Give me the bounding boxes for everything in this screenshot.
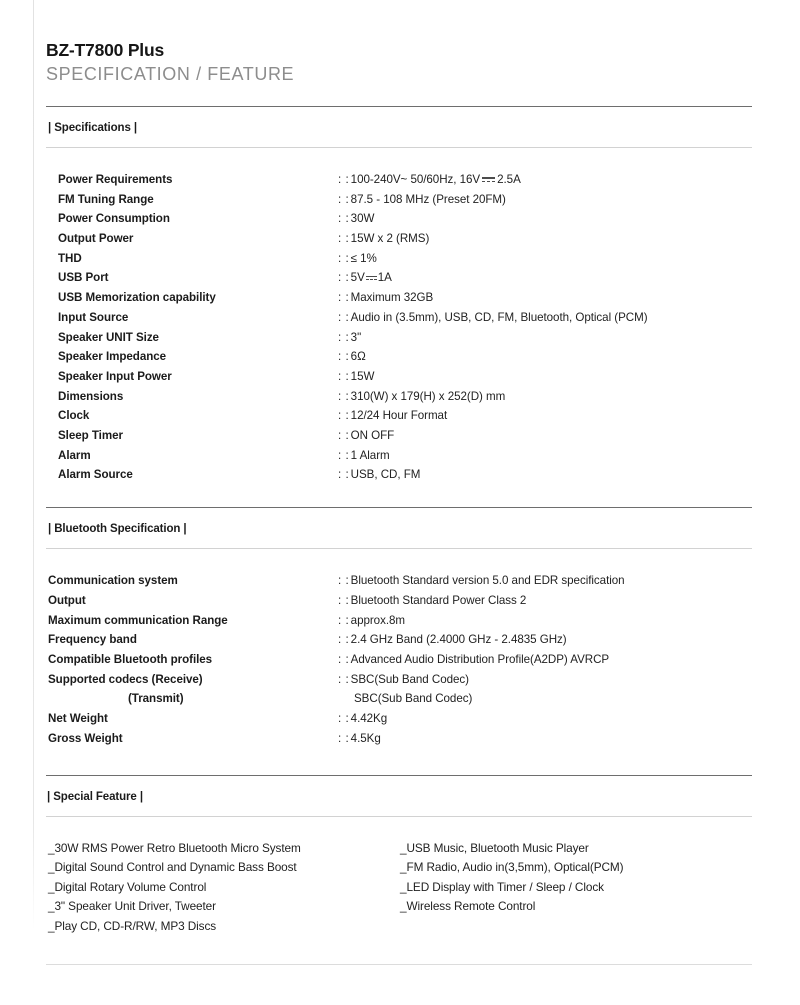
- spec-value: USB, CD, FM: [350, 468, 421, 482]
- spec-value: Maximum 32GB: [350, 291, 434, 305]
- spec-value: 3": [350, 330, 362, 344]
- page-title: BZ-T7800 Plus: [46, 40, 164, 60]
- spec-label: Gross Weight: [48, 731, 123, 745]
- special-feature-list: [46, 817, 752, 937]
- spec-value: Bluetooth Standard Power Class 2: [350, 593, 527, 607]
- spec-label: Speaker Input Power: [58, 369, 172, 383]
- table-row: [48, 689, 752, 709]
- spec-label: Input Source: [58, 310, 129, 324]
- spec-label: Clock: [58, 409, 90, 423]
- value-separator: : :: [338, 409, 350, 423]
- spacer: [46, 485, 752, 507]
- dc-power-icon: [482, 175, 495, 184]
- value-separator: : :: [338, 448, 350, 462]
- value-separator: : :: [338, 212, 350, 226]
- spec-label: Net Weight: [48, 712, 108, 726]
- spacer: [46, 749, 752, 775]
- value-separator: : :: [338, 653, 350, 666]
- table-row: [58, 268, 752, 288]
- bluetooth-table-wrapper: [46, 549, 752, 748]
- table-row: [58, 387, 752, 407]
- list-item: _LED Display with Timer / Sleep / Clock: [400, 879, 604, 894]
- spec-label: THD: [58, 251, 82, 265]
- spec-value: 87.5 - 108 MHz (Preset 20FM): [350, 192, 506, 206]
- list-item: _USB Music, Bluetooth Music Player: [400, 840, 589, 855]
- value-separator: : :: [338, 712, 350, 726]
- spacer: [46, 86, 752, 106]
- spec-value: Advanced Audio Distribution Profile(A2DP) AVRCP: [350, 653, 610, 666]
- spec-label: Dimensions: [58, 389, 124, 403]
- spec-value-cont: 2.5A: [497, 172, 521, 186]
- dc-power-icon: [366, 274, 377, 283]
- spec-value: 1 Alarm: [350, 448, 390, 462]
- spec-value: 12/24 Hour Format: [350, 409, 448, 423]
- value-separator: : :: [338, 291, 350, 305]
- value-separator: : :: [338, 633, 350, 647]
- bluetooth-table: [48, 571, 752, 748]
- document-footer-rule: [46, 964, 752, 965]
- table-row: [48, 571, 752, 591]
- section-header-bluetooth: [46, 508, 752, 548]
- spec-value: 100-240V~ 50/60Hz, 16V: [350, 172, 481, 186]
- list-item: _Wireless Remote Control: [400, 899, 536, 914]
- section-title-specifications: | Specifications |: [48, 121, 137, 134]
- value-separator: : :: [338, 672, 350, 686]
- value-separator: : :: [338, 731, 350, 745]
- left-gutter-line: [33, 0, 34, 930]
- spec-label: Alarm Source: [58, 468, 133, 482]
- document-header: [46, 0, 752, 86]
- spec-value: 6Ω: [350, 350, 366, 364]
- spec-label: USB Port: [58, 271, 109, 285]
- spec-label: Power Requirements: [58, 172, 173, 186]
- spec-label: Maximum communication Range: [48, 613, 228, 627]
- value-separator: : :: [338, 172, 350, 186]
- table-row: [58, 209, 752, 229]
- table-row: [48, 591, 752, 611]
- spec-value: 5V: [350, 271, 365, 285]
- spec-value: 2.4 GHz Band (2.4000 GHz - 2.4835 GHz): [350, 633, 567, 647]
- spec-label: USB Memorization capability: [58, 291, 216, 305]
- table-row: [48, 729, 752, 749]
- section-title-bluetooth: | Bluetooth Specification |: [48, 523, 187, 536]
- value-separator: : :: [338, 574, 350, 588]
- spec-label: Output Power: [58, 232, 134, 246]
- document-content: [46, 0, 752, 965]
- spec-value-cont: 1A: [377, 271, 392, 285]
- spec-label: Compatible Bluetooth profiles: [48, 653, 213, 666]
- value-separator: : :: [338, 429, 350, 443]
- specifications-table-wrapper: [46, 148, 752, 485]
- table-row: [48, 650, 752, 670]
- value-separator: : :: [338, 613, 350, 627]
- spec-value: 4.42Kg: [350, 712, 388, 726]
- spec-value: 4.5Kg: [350, 731, 381, 745]
- section-title-special-feature: | Special Feature |: [47, 790, 143, 803]
- spec-value: SBC(Sub Band Codec): [350, 672, 469, 686]
- list-item: _30W RMS Power Retro Bluetooth Micro System: [48, 840, 301, 855]
- list-item: _FM Radio, Audio in(3,5mm), Optical(PCM): [400, 860, 624, 875]
- table-row: [58, 465, 752, 485]
- spec-value: ≤ 1%: [350, 251, 377, 265]
- table-row: [48, 670, 752, 690]
- value-separator: : :: [338, 192, 350, 206]
- value-separator: : :: [338, 369, 350, 383]
- value-separator: : :: [338, 330, 350, 344]
- specifications-table: [58, 170, 752, 485]
- spec-label: Alarm: [58, 448, 91, 462]
- spec-value: Bluetooth Standard version 5.0 and EDR specification: [350, 574, 625, 588]
- value-separator: : :: [338, 232, 350, 246]
- bluetooth-table-body: [48, 571, 752, 748]
- spec-label: Speaker Impedance: [58, 350, 167, 364]
- spec-value: Audio in (3.5mm), USB, CD, FM, Bluetooth, Optical (PCM): [350, 310, 648, 324]
- table-row: [58, 190, 752, 210]
- list-item: _3" Speaker Unit Driver, Tweeter: [48, 899, 216, 914]
- spec-label: Supported codecs (Receive): [48, 672, 203, 686]
- value-separator: : :: [338, 389, 350, 403]
- table-row: [48, 630, 752, 650]
- table-row: [58, 446, 752, 466]
- spec-value-transmit: SBC(Sub Band Codec): [354, 692, 473, 706]
- table-row: [58, 406, 752, 426]
- value-separator: : :: [338, 310, 350, 324]
- feature-column-right: [400, 839, 740, 937]
- page-subtitle: SPECIFICATION / FEATURE: [46, 63, 295, 84]
- spec-value: 30W: [350, 212, 375, 226]
- table-row: [58, 328, 752, 348]
- table-row: [58, 347, 752, 367]
- value-separator: : :: [338, 593, 350, 607]
- spec-label: FM Tuning Range: [58, 192, 154, 206]
- table-row: [58, 367, 752, 387]
- spacer: [46, 936, 752, 964]
- table-row: [48, 709, 752, 729]
- spec-value: 310(W) x 179(H) x 252(D) mm: [350, 389, 506, 403]
- spec-value: ON OFF: [350, 429, 395, 443]
- section-header-specifications: [46, 107, 752, 147]
- spec-value: 15W x 2 (RMS): [350, 232, 430, 246]
- value-separator: : :: [338, 251, 350, 265]
- feature-column-left: [48, 839, 400, 937]
- table-row: [58, 229, 752, 249]
- spec-value: 15W: [350, 369, 375, 383]
- table-row: [58, 308, 752, 328]
- value-separator: : :: [338, 271, 350, 285]
- spec-label-transmit: (Transmit): [128, 692, 184, 706]
- table-row: [58, 170, 752, 190]
- table-row: [58, 288, 752, 308]
- spec-value: approx.8m: [350, 613, 405, 627]
- spec-label: Sleep Timer: [58, 429, 123, 443]
- spec-label: Communication system: [48, 574, 178, 588]
- table-row: [58, 249, 752, 269]
- spec-label: Frequency band: [48, 633, 137, 647]
- specifications-table-body: [58, 170, 752, 485]
- value-separator: : :: [338, 468, 350, 482]
- spec-label: Speaker UNIT Size: [58, 330, 159, 344]
- table-row: [58, 426, 752, 446]
- table-row: [48, 611, 752, 631]
- spec-label: Power Consumption: [58, 212, 170, 226]
- list-item: _Digital Sound Control and Dynamic Bass Boost: [48, 860, 297, 875]
- section-header-special-feature: [46, 776, 752, 816]
- list-item: _Play CD, CD-R/RW, MP3 Discs: [48, 918, 217, 933]
- spec-label: Output: [48, 593, 86, 607]
- list-item: _Digital Rotary Volume Control: [48, 879, 207, 894]
- value-separator: : :: [338, 350, 350, 364]
